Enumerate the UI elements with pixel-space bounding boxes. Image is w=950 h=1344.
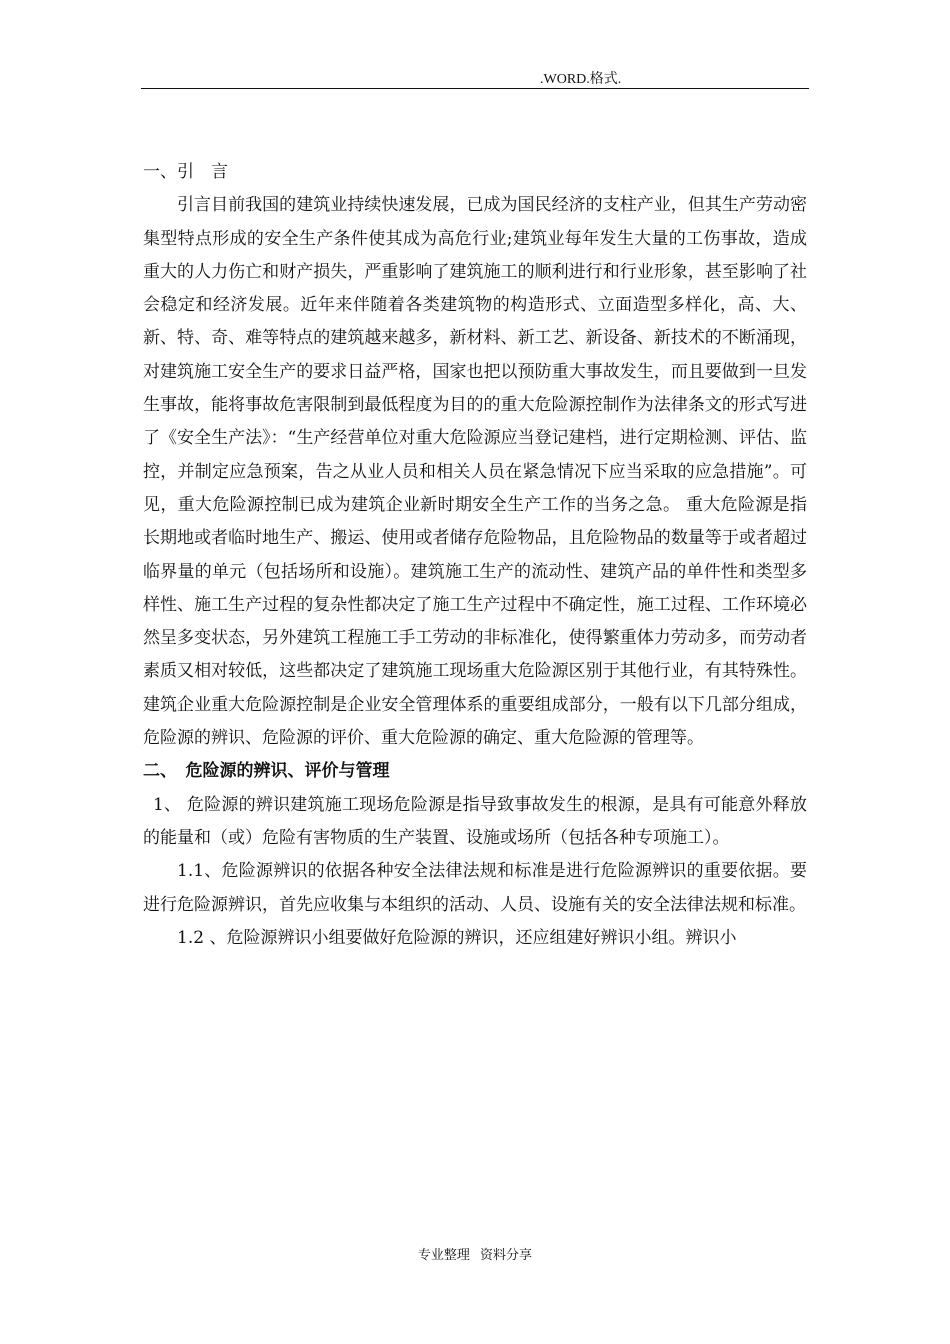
intro-paragraph: 引言目前我国的建筑业持续快速发展，已成为国民经济的支柱产业，但其生产劳动密集型特点形成的安全生产条件使其成为高危行业;建筑业每年发生大量的工伤事故，造成重大的人力伤亡和财产损失，严重影响了建筑施工的顺利进行和行业形象，甚至影响了社会稳定和经济发展。近年来伴随着各类建筑物的构造形式、立面造型多样化，高、大、新、特、奇、难等特点的建筑越来越多，新材料、新工艺、新设备、新技术的不断涌现，对建筑施工安全生产的要求日益严格，国家也把以预防重大事故发生，而且要做到一旦发生事故，能将事故危害限制到最低程度为目的的重大危险源控制作为法律条文的形式写进了《安全生产法》：“生产经营单位对重大危险源应当登记建档，进行定期检测、评估、监控，并制定应急预案，告之从业人员和相关人员在紧急情况下应当采取的应急措施”。可见，重大危险源控制已成为建筑企业新时期安全生产工作的当务之急。 重大危险源是指长期地或者临时地生产、搬运、使用或者储存危险物品，且危险物品的数量等于或者超过临界量的单元（包括场所和设施）。建筑施工生产的流动性、建筑产品的单件性和类型多样性、施工生产过程的复杂性都决定了施工生产过程中不确定性，施工过程、工作环境必然呈多变状态，另外建筑工程施工手工劳动的非标准化，使得繁重体力劳动多，而劳动者素质又相对较低，这些都决定了建筑施工现场重大危险源区别于其他行业，有其特殊性。 建筑企业重大危险源控制是企业安全管理体系的重要组成部分，一般有以下几部分组成，危险源的辨识、危险源的评价、重大危险源的确定、重大危险源的管理等。 bbox=[143, 195, 807, 749]
section-one-heading: 一、引 言 bbox=[143, 162, 228, 182]
hazard-identification-paragraph: 1、 危险源的辨识建筑施工现场危险源是指导致事故发生的根源，是具有可能意外释放的能量和（或）危险有害物质的生产装置、设施或场所（包括各种专项施工）。 bbox=[143, 794, 807, 848]
identification-team-paragraph: 1.2 、危险源辨识小组要做好危险源的辨识，还应组建好辨识小组。辨识小 bbox=[177, 927, 737, 948]
page-footer-label: 专业整理 资料分享 bbox=[417, 1248, 533, 1263]
section-two-heading: 二、 危险源的辨识、评价与管理 bbox=[143, 761, 390, 782]
document-body bbox=[143, 156, 807, 955]
page-header-label: .WORD.格式. bbox=[540, 72, 622, 87]
header-divider bbox=[141, 88, 809, 89]
identification-basis-paragraph: 1.1、危险源辨识的依据各种安全法律法规和标准是进行危险源辨识的重要依据。要进行危险源辨识，首先应收集与本组织的活动、人员、设施有关的安全法律法规和标准。 bbox=[143, 861, 807, 915]
